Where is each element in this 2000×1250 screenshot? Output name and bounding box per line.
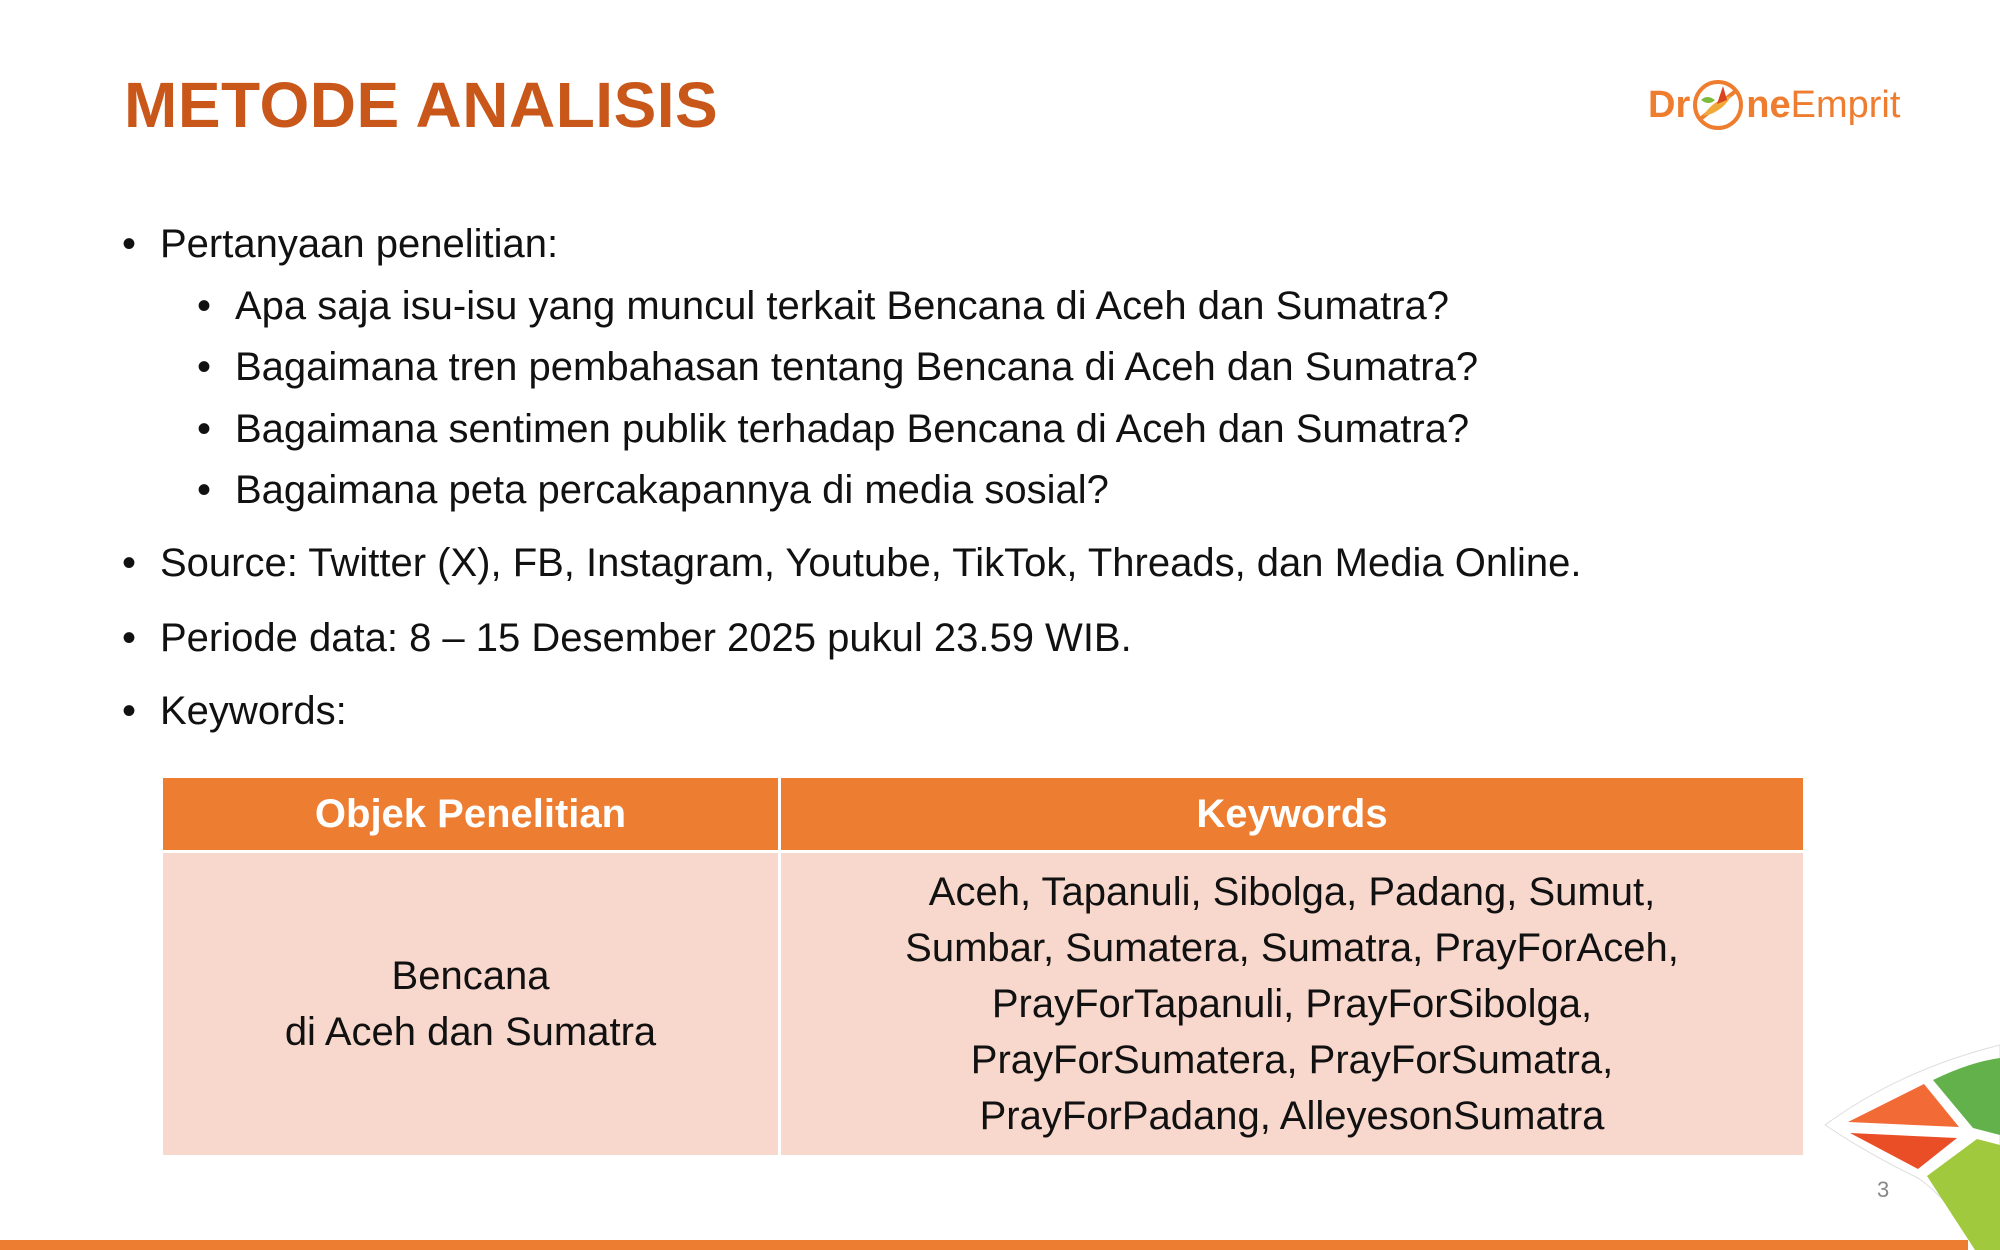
question-item [199, 466, 1109, 514]
corner-decoration-icon [1800, 1030, 2000, 1250]
logo-text-dr: Dr [1648, 83, 1691, 126]
object-line: di Aceh dan Sumatra [284, 1010, 657, 1054]
table-row [162, 852, 1805, 1157]
page-title: METODE ANALISIS [124, 69, 719, 141]
keywords-line: PrayForTapanuli, PrayForSibolga, [991, 982, 1593, 1026]
table-header-row [162, 777, 1805, 852]
page-number: 3 [1877, 1177, 1890, 1202]
bullet-text: Periode data: 8 – 15 Desember 2025 pukul 23.59 WIB. [160, 616, 1132, 660]
bird-logo-icon [1691, 78, 1745, 132]
bullet-source [124, 539, 1581, 587]
keywords-line: PrayForSumatera, PrayForSumatra, [970, 1038, 1614, 1082]
bullet-text: Pertanyaan penelitian: [160, 222, 559, 266]
bullet-text: Bagaimana sentimen publik terhadap Bencana di Aceh dan Sumatra? [235, 407, 1470, 451]
question-item [199, 405, 1469, 453]
keywords-line: Sumbar, Sumatera, Sumatra, PrayForAceh, [905, 926, 1679, 970]
keywords-line: Aceh, Tapanuli, Sibolga, Padang, Sumut, [928, 870, 1656, 914]
bullet-text: Apa saja isu-isu yang muncul terkait Bencana di Aceh dan Sumatra? [235, 284, 1450, 328]
bullet-text: Keywords: [160, 689, 347, 733]
question-item [199, 343, 1478, 391]
bottom-accent-bar [0, 1240, 1968, 1250]
bullet-keywords-label [124, 687, 347, 735]
logo-text-ne: ne [1746, 83, 1791, 126]
bullet-text: Bagaimana tren pembahasan tentang Bencana di Aceh dan Sumatra? [235, 345, 1479, 389]
drone-emprit-logo [1648, 70, 1900, 140]
question-item [199, 282, 1449, 330]
keywords-line: PrayForPadang, AlleyesonSumatra [979, 1094, 1605, 1138]
header-object: Objek Penelitian [162, 777, 780, 852]
bullet-period [124, 614, 1132, 662]
keywords-table [160, 775, 1806, 1158]
bullet-text: Source: Twitter (X), FB, Instagram, Youtube, TikTok, Threads, dan Media Online. [160, 541, 1582, 585]
bullet-text: Bagaimana peta percakapannya di media sosial? [235, 468, 1109, 512]
bullet-questions-label [124, 220, 558, 268]
object-line: Bencana [391, 954, 550, 998]
keywords-cell [780, 852, 1805, 1157]
logo-text-emprit: Emprit [1790, 83, 1901, 126]
object-cell [162, 852, 780, 1157]
header-keywords: Keywords [780, 777, 1805, 852]
